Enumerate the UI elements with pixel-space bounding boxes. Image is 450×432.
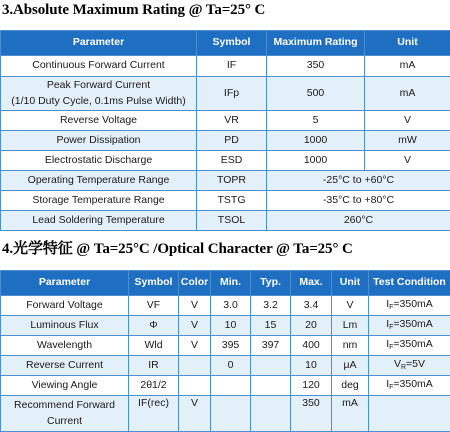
condition-symbol: V bbox=[393, 358, 401, 371]
table-row bbox=[1, 296, 450, 316]
cell-parameter bbox=[1, 296, 129, 316]
cell-parameter: Lead Soldering Temperature bbox=[1, 211, 197, 231]
cell-parameter bbox=[1, 316, 129, 336]
cell-parameter bbox=[1, 396, 129, 432]
cell-symbol: Wld bbox=[129, 336, 179, 356]
cell-min: 10 bbox=[211, 316, 251, 336]
condition-subscript: F bbox=[389, 324, 394, 332]
header-min: Min. bbox=[211, 271, 251, 296]
table-row bbox=[1, 77, 450, 111]
cell-rating: 500 bbox=[267, 77, 365, 111]
cell-test-condition bbox=[369, 376, 450, 396]
cell-color bbox=[179, 356, 211, 376]
cell-test-condition bbox=[369, 396, 450, 432]
optical-character-table bbox=[0, 270, 450, 432]
cell-unit: V bbox=[332, 296, 369, 316]
cell-min: 395 bbox=[211, 336, 251, 356]
table-row bbox=[1, 211, 450, 231]
cell-symbol: Φ bbox=[129, 316, 179, 336]
cell-symbol: IF bbox=[197, 56, 267, 77]
cell-unit: mA bbox=[365, 77, 450, 111]
header-max: Max. bbox=[291, 271, 332, 296]
cell-parameter: Continuous Forward Current bbox=[1, 56, 197, 77]
section-title-optical-character: 4.光学特征 @ Ta=25°C /Optical Character @ Ta=25° C bbox=[2, 241, 353, 257]
condition-subscript: F bbox=[389, 304, 394, 312]
table-row bbox=[1, 171, 450, 191]
cell-symbol: TSTG bbox=[197, 191, 267, 211]
cell-max: 3.4 bbox=[291, 296, 332, 316]
header-parameter: Parameter bbox=[1, 271, 129, 296]
cell-symbol: VF bbox=[129, 296, 179, 316]
cell-parameter: Electrostatic Discharge bbox=[1, 151, 197, 171]
header-unit: Unit bbox=[332, 271, 369, 296]
cell-unit: V bbox=[365, 111, 450, 131]
condition-value: =350mA bbox=[393, 338, 433, 351]
table-header-row bbox=[1, 271, 450, 296]
table-row bbox=[1, 111, 450, 131]
parameter-name: Reverse Current bbox=[25, 358, 104, 371]
parameter-name: Viewing Angle bbox=[31, 378, 98, 391]
table-row bbox=[1, 336, 450, 356]
cell-parameter: Operating Temperature Range bbox=[1, 171, 197, 191]
cell-parameter: Reverse Voltage bbox=[1, 111, 197, 131]
cell-min: 0 bbox=[211, 356, 251, 376]
condition-subscript: F bbox=[389, 384, 394, 392]
parameter-name: Recommend Forward bbox=[14, 399, 115, 412]
cell-rating: 5 bbox=[267, 111, 365, 131]
condition-value: =5V bbox=[406, 358, 426, 371]
condition-subscript: F bbox=[389, 344, 394, 352]
cell-typ bbox=[251, 376, 291, 396]
cell-typ bbox=[251, 396, 291, 432]
cell-symbol: IF(rec) bbox=[129, 396, 179, 432]
cell-color: V bbox=[179, 316, 211, 336]
cell-rating: 1000 bbox=[267, 131, 365, 151]
cell-unit: V bbox=[365, 151, 450, 171]
table-row bbox=[1, 151, 450, 171]
absolute-max-rating-table bbox=[0, 30, 450, 231]
cell-parameter bbox=[1, 336, 129, 356]
cell-typ: 3.2 bbox=[251, 296, 291, 316]
cell-min: 3.0 bbox=[211, 296, 251, 316]
cell-min bbox=[211, 396, 251, 432]
parameter-note: (1/10 Duty Cycle, 0.1ms Pulse Width) bbox=[11, 94, 186, 107]
cell-symbol: PD bbox=[197, 131, 267, 151]
cell-rating: 1000 bbox=[267, 151, 365, 171]
header-symbol: Symbol bbox=[129, 271, 179, 296]
condition-symbol: I bbox=[386, 318, 390, 331]
header-color: Color bbox=[179, 271, 211, 296]
header-test-condition: Test Condition bbox=[369, 271, 450, 296]
cell-parameter bbox=[1, 356, 129, 376]
table-header-row bbox=[1, 31, 450, 56]
parameter-name-line2: Current bbox=[46, 414, 82, 427]
table-row bbox=[1, 316, 450, 336]
cell-unit: nm bbox=[332, 336, 369, 356]
header-maximum-rating: Maximum Rating bbox=[267, 31, 365, 56]
cell-symbol: IR bbox=[129, 356, 179, 376]
table-row bbox=[1, 356, 450, 376]
cell-typ: 15 bbox=[251, 316, 291, 336]
parameter-name: Peak Forward Current bbox=[46, 79, 151, 92]
cell-symbol: VR bbox=[197, 111, 267, 131]
table-row bbox=[1, 131, 450, 151]
parameter-name: Luminous Flux bbox=[30, 318, 99, 331]
cell-color: V bbox=[179, 296, 211, 316]
cell-symbol: IFp bbox=[197, 77, 267, 111]
cell-typ: 397 bbox=[251, 336, 291, 356]
cell-parameter: Storage Temperature Range bbox=[1, 191, 197, 211]
cell-max: 20 bbox=[291, 316, 332, 336]
header-parameter: Parameter bbox=[1, 31, 197, 56]
cell-rating-range: -25°C to +60°C bbox=[267, 171, 450, 191]
table-row bbox=[1, 376, 450, 396]
header-unit: Unit bbox=[365, 31, 450, 56]
parameter-name: Forward Voltage bbox=[26, 298, 103, 311]
condition-value: =350mA bbox=[393, 298, 433, 311]
cell-typ bbox=[251, 356, 291, 376]
condition-symbol: I bbox=[386, 298, 390, 311]
cell-parameter bbox=[1, 77, 197, 111]
cell-unit: mW bbox=[365, 131, 450, 151]
table-row bbox=[1, 191, 450, 211]
cell-max: 350 bbox=[291, 396, 332, 432]
cell-test-condition bbox=[369, 336, 450, 356]
condition-value: =350mA bbox=[393, 378, 433, 391]
cell-unit: Lm bbox=[332, 316, 369, 336]
cell-rating: 350 bbox=[267, 56, 365, 77]
cell-unit: mA bbox=[365, 56, 450, 77]
cell-min bbox=[211, 376, 251, 396]
cell-unit: mA bbox=[332, 396, 369, 432]
section-title-absolute-max: 3.Absolute Maximum Rating @ Ta=25° C bbox=[2, 2, 266, 18]
cell-symbol: TSOL bbox=[197, 211, 267, 231]
table-row bbox=[1, 56, 450, 77]
cell-max: 10 bbox=[291, 356, 332, 376]
cell-color bbox=[179, 376, 211, 396]
condition-subscript: R bbox=[400, 364, 407, 372]
condition-symbol: I bbox=[386, 338, 390, 351]
cell-unit: deg bbox=[332, 376, 369, 396]
cell-unit: μA bbox=[332, 356, 369, 376]
cell-max: 400 bbox=[291, 336, 332, 356]
cell-parameter: Power Dissipation bbox=[1, 131, 197, 151]
table-row bbox=[1, 396, 450, 432]
header-symbol: Symbol bbox=[197, 31, 267, 56]
header-typ: Typ. bbox=[251, 271, 291, 296]
cell-test-condition bbox=[369, 316, 450, 336]
parameter-name: Wavelength bbox=[36, 338, 93, 351]
cell-parameter bbox=[1, 376, 129, 396]
cell-rating-range: 260°C bbox=[267, 211, 450, 231]
condition-symbol: I bbox=[386, 378, 390, 391]
cell-symbol: 2θ1/2 bbox=[129, 376, 179, 396]
cell-color: V bbox=[179, 396, 211, 432]
cell-test-condition bbox=[369, 356, 450, 376]
cell-color: V bbox=[179, 336, 211, 356]
cell-test-condition bbox=[369, 296, 450, 316]
condition-value: =350mA bbox=[393, 318, 433, 331]
cell-symbol: ESD bbox=[197, 151, 267, 171]
cell-rating-range: -35°C to +80°C bbox=[267, 191, 450, 211]
cell-symbol: TOPR bbox=[197, 171, 267, 191]
cell-max: 120 bbox=[291, 376, 332, 396]
